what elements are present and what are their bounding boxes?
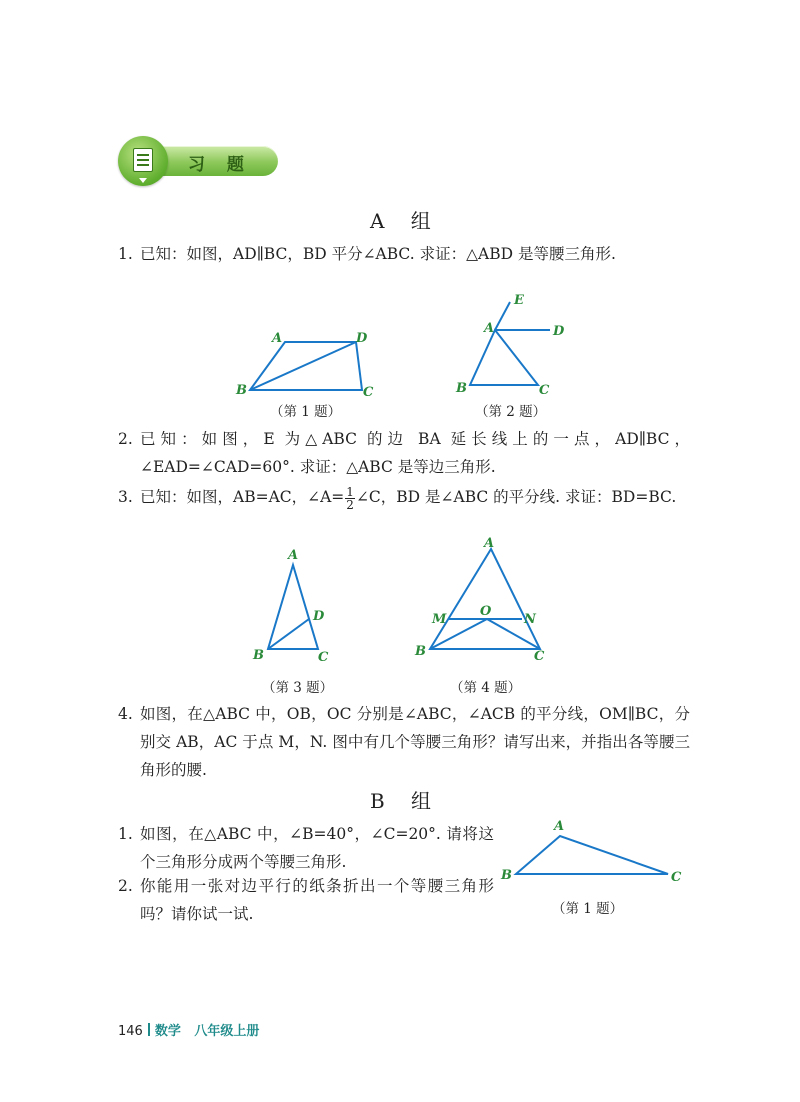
label-a: A [484,321,495,336]
label-a: A [288,548,299,563]
label-c: C [539,383,550,398]
problem-number: 1. [118,245,133,263]
figure-1 [228,328,378,398]
problem-text [140,483,690,511]
problem-number: 3. [118,488,133,506]
problem-a4 [118,700,690,784]
label-d: D [356,331,368,346]
triangle-abc [430,549,540,649]
label-c: C [363,385,374,398]
problem-text: 已知：如图，E 为△ABC 的边 BA 延长线上的一点，AD∥BC，∠EAD=∠CAD=60°. 求证：△ABC 是等边三角形. [140,430,690,476]
label-b: B [415,644,426,659]
group-b-title: B 组 [370,789,442,813]
problem-number: 2. [118,430,133,448]
problem-text: 如图，在△ABC 中，OB，OC 分别是∠ABC，∠ACB 的平分线，OM∥BC，分别交 AB，AC 于点 M，N. 图中有几个等腰三角形？请写出来，并指出各等腰三角形的腰. [140,705,690,779]
triangle-abc [516,836,668,874]
problem-number: 2. [118,877,133,895]
banner-label: 习 题 [188,155,252,175]
label-b: B [501,868,512,883]
label-a: A [484,536,495,551]
figure-2-caption: （第 2 题） [475,404,547,420]
figure-3 [248,543,338,665]
problem-text-after: ∠C，BD 是∠ABC 的平分线. 求证：BD=BC. [355,488,677,506]
diagonal-bd [250,342,356,390]
group-a-title: A 组 [370,209,441,233]
label-b: B [236,383,247,398]
problem-text: 如图，在△ABC 中，∠B=40°，∠C=20°. 请将这个三角形分成两个等腰三角形. [140,825,494,871]
figure-1-caption: （第 1 题） [270,404,342,420]
exercise-banner [118,136,280,182]
figure-4-caption: （第 4 题） [450,680,522,696]
label-c: C [671,870,682,885]
figure-4 [412,535,562,665]
fraction-one-half [345,486,355,511]
footer-book: 八年级上册 [194,1024,260,1039]
problem-a3 [118,483,690,511]
label-c: C [318,650,329,665]
figure-3-caption: （第 3 题） [262,680,334,696]
problem-text: 已知：如图，AD∥BC，BD 平分∠ABC. 求证：△ABD 是等腰三角形. [140,245,616,263]
label-b: B [456,381,467,396]
triangle-abc [470,330,538,385]
label-m: M [432,612,447,627]
label-e: E [514,293,524,308]
label-o: O [480,604,492,619]
fraction-denominator: 2 [346,497,354,512]
problem-text: 你能用一张对边平行的纸条折出一个等腰三角形吗？请你试一试. [140,877,494,923]
label-d: D [313,609,325,624]
triangle-abc [268,565,318,649]
bisector-bd [268,619,309,649]
page-number: 146 [118,1024,143,1039]
figure-b1 [498,818,688,886]
problem-number: 4. [118,705,133,723]
footer-subject: 数学 [154,1024,181,1039]
extension-ae [495,302,510,330]
label-n: N [524,612,536,627]
figure-2 [452,290,577,400]
label-a: A [272,331,283,346]
label-b: B [253,648,264,663]
label-d: D [553,324,565,339]
label-c: C [534,649,545,664]
problem-a1 [118,240,690,268]
problem-number: 1. [118,825,133,843]
page-footer [118,1020,259,1039]
problem-b1 [118,820,494,876]
problem-a2 [118,425,690,481]
problem-b2 [118,872,494,928]
label-a: A [554,819,565,834]
problem-text-before: 已知：如图，AB=AC，∠A= [140,488,345,506]
fraction-numerator: 1 [346,484,354,499]
figure-b1-caption: （第 1 题） [552,901,624,917]
exercise-doc-icon [118,136,168,186]
footer-divider [148,1023,150,1036]
